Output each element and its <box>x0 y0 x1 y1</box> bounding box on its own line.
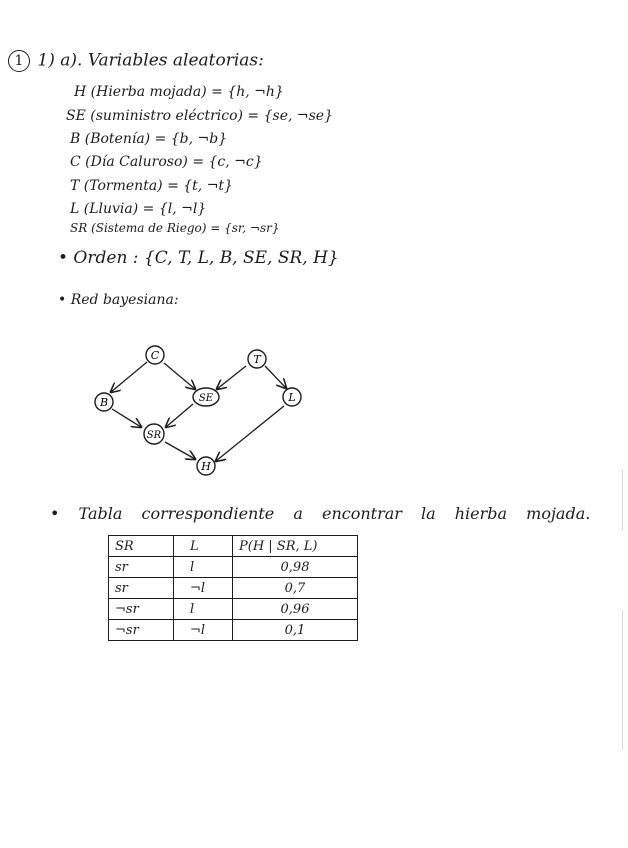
header-sr: SR <box>109 536 174 557</box>
variable-line: SE (suministro eléctrico) = {se, ¬se} <box>66 108 333 124</box>
node-c <box>146 346 164 364</box>
edge-se-sr <box>166 404 193 427</box>
cell-p: 0,7 <box>233 578 358 599</box>
heading-text: 1) a). Variables aleatorias: <box>37 50 264 71</box>
network-title: • Red bayesiana: <box>58 292 179 308</box>
edge-t-l <box>265 366 286 388</box>
svg-text:B: B <box>99 396 109 409</box>
cell-sr: sr <box>109 557 174 578</box>
edge-b-sr <box>112 409 141 427</box>
header-l: L <box>174 536 233 557</box>
svg-text:SR: SR <box>146 430 162 441</box>
header-p: P(H | SR, L) <box>233 536 358 557</box>
page-edge-line <box>622 610 623 750</box>
edge-l-h <box>216 406 284 461</box>
network-edges <box>111 362 286 461</box>
edge-sr-h <box>165 442 195 459</box>
edge-c-se <box>164 363 195 389</box>
cell-l: l <box>174 557 233 578</box>
order-line: • Orden : {C, T, L, B, SE, SR, H} <box>58 248 339 268</box>
node-h <box>197 457 215 475</box>
svg-text:T: T <box>253 353 261 366</box>
page-edge-line <box>622 470 623 530</box>
cell-l: ¬l <box>174 578 233 599</box>
edge-t-se <box>217 366 246 389</box>
bayesian-network-diagram <box>85 335 325 485</box>
exercise-number: 1 <box>8 50 30 72</box>
exercise-heading <box>8 50 264 72</box>
cell-p: 0,1 <box>233 620 358 641</box>
table-title: • Tabla correspondiente a encontrar la hierba mojada. <box>50 504 591 523</box>
network-nodes <box>95 346 301 475</box>
variable-line: C (Día Caluroso) = {c, ¬c} <box>70 154 263 170</box>
svg-text:SE: SE <box>198 393 214 404</box>
variable-line: T (Tormenta) = {t, ¬t} <box>70 178 233 194</box>
table-row <box>109 599 358 620</box>
table-row <box>109 620 358 641</box>
cell-p: 0,96 <box>233 599 358 620</box>
edge-c-b <box>111 362 147 392</box>
probability-table <box>108 535 358 641</box>
cell-sr: sr <box>109 578 174 599</box>
variable-line: B (Botenía) = {b, ¬b} <box>70 131 228 147</box>
node-t <box>248 350 266 368</box>
node-sr <box>144 424 164 444</box>
variable-line: SR (Sistema de Riego) = {sr, ¬sr} <box>70 221 280 235</box>
node-se <box>193 388 219 406</box>
variable-line: H (Hierba mojada) = {h, ¬h} <box>74 84 284 100</box>
cell-sr: ¬sr <box>109 599 174 620</box>
variable-line: L (Lluvia) = {l, ¬l} <box>70 201 207 217</box>
cell-l: l <box>174 599 233 620</box>
node-b <box>95 393 113 411</box>
cell-p: 0,98 <box>233 557 358 578</box>
svg-text:L: L <box>288 391 296 404</box>
svg-text:C: C <box>150 349 160 362</box>
table-row <box>109 557 358 578</box>
table-row <box>109 578 358 599</box>
cell-l: ¬l <box>174 620 233 641</box>
node-l <box>283 388 301 406</box>
svg-text:H: H <box>201 460 211 473</box>
table-header-row <box>109 536 358 557</box>
cell-sr: ¬sr <box>109 620 174 641</box>
